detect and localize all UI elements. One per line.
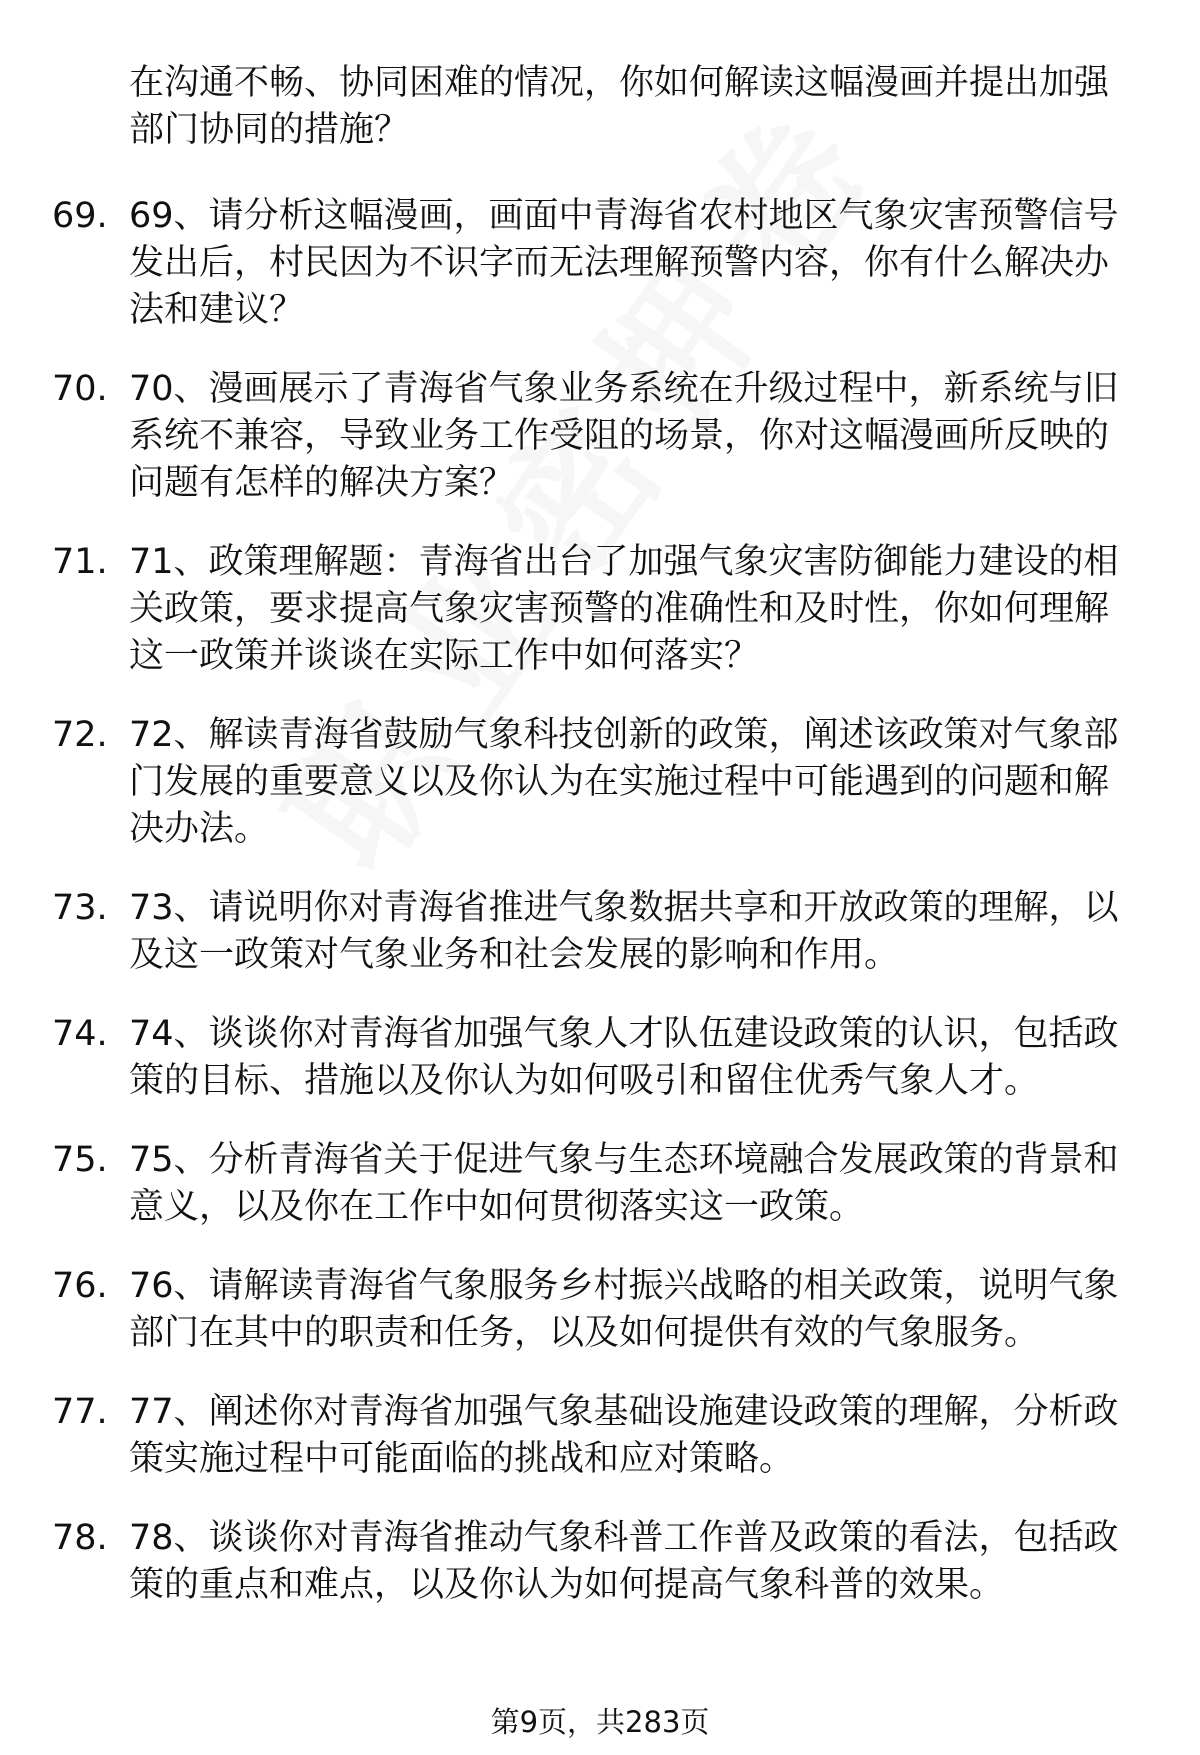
question-number: 69. bbox=[52, 196, 108, 236]
question-item bbox=[0, 193, 1200, 334]
question-number: 78. bbox=[52, 1518, 108, 1558]
question-number: 73. bbox=[52, 888, 108, 928]
question-item bbox=[0, 1389, 1200, 1483]
question-continuation-text: 在沟通不畅、协同困难的情况，你如何解读这幅漫画并提出加强部门协同的措施？ bbox=[129, 63, 1110, 150]
question-number: 74. bbox=[52, 1014, 108, 1054]
question-number: 71. bbox=[52, 542, 108, 582]
question-text: 71、政策理解题：青海省出台了加强气象灾害防御能力建设的相关政策，要求提高气象灾害预警的准确性和及时性，你如何理解这一政策并谈谈在实际工作中如何落实？ bbox=[129, 542, 1119, 676]
question-number: 75. bbox=[52, 1140, 108, 1180]
question-text: 76、请解读青海省气象服务乡村振兴战略的相关政策，说明气象部门在其中的职责和任务，以及如何提供有效的气象服务。 bbox=[129, 1266, 1119, 1353]
question-list bbox=[0, 193, 1200, 1641]
question-item bbox=[0, 1137, 1200, 1231]
question-item bbox=[0, 539, 1200, 680]
question-item bbox=[0, 1515, 1200, 1609]
question-text: 78、谈谈你对青海省推动气象科普工作普及政策的看法，包括政策的重点和难点，以及你认为如何提高气象科普的效果。 bbox=[129, 1518, 1119, 1605]
question-item bbox=[0, 1263, 1200, 1357]
question-text: 74、谈谈你对青海省加强气象人才队伍建设政策的认识，包括政策的目标、措施以及你认为如何吸引和留住优秀气象人才。 bbox=[129, 1014, 1119, 1101]
question-text: 77、阐述你对青海省加强气象基础设施建设政策的理解，分析政策实施过程中可能面临的挑战和应对策略。 bbox=[129, 1392, 1119, 1479]
question-text: 70、漫画展示了青海省气象业务系统在升级过程中，新系统与旧系统不兼容，导致业务工作受阻的场景，你对这幅漫画所反映的问题有怎样的解决方案？ bbox=[129, 369, 1119, 503]
question-number: 76. bbox=[52, 1266, 108, 1306]
page-footer: 第9页，共283页 bbox=[490, 1705, 710, 1739]
question-number: 77. bbox=[52, 1392, 108, 1432]
question-item bbox=[0, 712, 1200, 853]
question-number: 72. bbox=[52, 715, 108, 755]
question-item bbox=[0, 1011, 1200, 1105]
question-text: 72、解读青海省鼓励气象科技创新的政策，阐述该政策对气象部门发展的重要意义以及你认为在实施过程中可能遇到的问题和解决办法。 bbox=[129, 715, 1119, 849]
question-text: 75、分析青海省关于促进气象与生态环境融合发展政策的背景和意义，以及你在工作中如何贯彻落实这一政策。 bbox=[129, 1140, 1119, 1227]
question-item bbox=[0, 885, 1200, 979]
question-item bbox=[0, 366, 1200, 507]
question-number: 70. bbox=[52, 369, 108, 409]
question-text: 69、请分析这幅漫画，画面中青海省农村地区气象灾害预警信号发出后，村民因为不识字而无法理解预警内容，你有什么解决办法和建议？ bbox=[129, 196, 1119, 330]
question-text: 73、请说明你对青海省推进气象数据共享和开放政策的理解，以及这一政策对气象业务和社会发展的影响和作用。 bbox=[129, 888, 1119, 975]
